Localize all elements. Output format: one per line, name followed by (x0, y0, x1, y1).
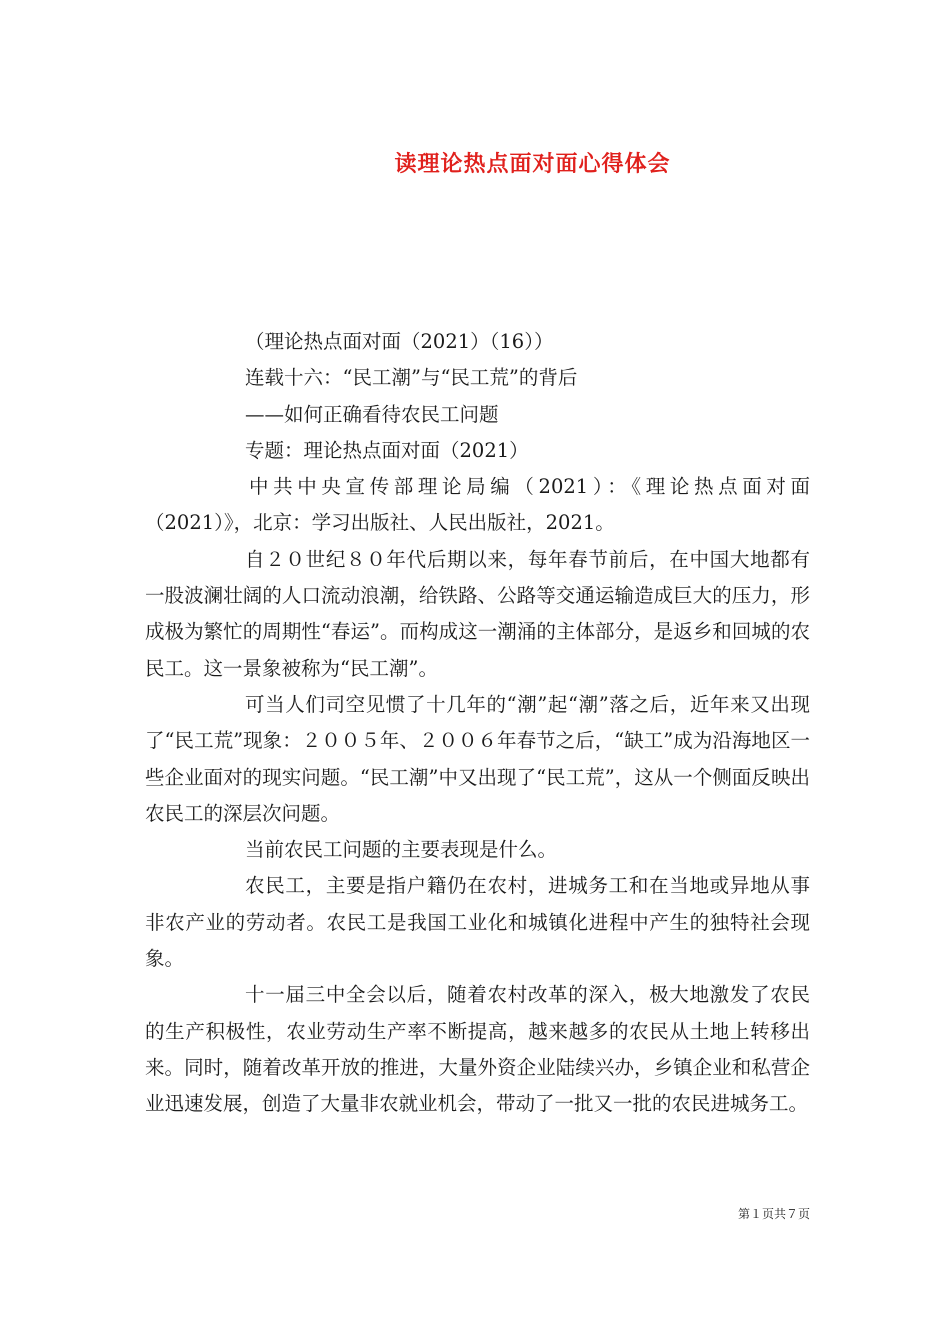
body-paragraph: 当前农民工问题的主要表现是什么。 (245, 838, 558, 862)
source-line: （理论热点面对面（2021）（16）） (245, 330, 554, 353)
body-paragraph: 自２０世纪８０年代后期以来，每年春节前后，在中国大地都有一股波澜壮阔的人口流动浪潮，给铁路、公路等交通运输造成巨大的压力，形成极为繁忙的周期性“春运”。而构成这一潮涌的主体部分，是返乡和回城的农民工。这一景象被称为“民工潮”。 (145, 547, 810, 680)
citation-paragraph: 中共中央宣传部理论局编（2021）：《理论热点面对面（2021）》，北京：学习出版社、人民出版社，2021。 (145, 475, 810, 535)
body-paragraph: 十一届三中全会以后，随着农村改革的深入，极大地激发了农民的生产积极性，农业劳动生产率不断提高，越来越多的农民从土地上转移出来。同时，随着改革开放的推进，大量外资企业陆续兴办，乡镇企业和私营企业迅速发展，创造了大量非农就业机会，带动了一批又一批的农民进城务工。 (145, 983, 810, 1116)
body-paragraph: 农民工，主要是指户籍仍在农村，进城务工和在当地或异地从事非农产业的劳动者。农民工是我国工业化和城镇化进程中产生的独特社会现象。 (145, 874, 810, 971)
subtitle-line: ——如何正确看待农民工问题 (245, 402, 499, 426)
document-title: 读理论热点面对面心得体会 (394, 151, 671, 177)
document-body (145, 324, 810, 1123)
series-line: 连载十六：“民工潮”与“民工荒”的背后 (245, 366, 578, 390)
page-number: 第１页共７页 (737, 1207, 810, 1221)
topic-line: 专题：理论热点面对面（2021） (245, 438, 529, 462)
body-paragraph: 可当人们司空见惯了十几年的“潮”起“潮”落之后，近年来又出现了“民工荒”现象：２００５年、２００６年春节之后，“缺工”成为沿海地区一些企业面对的现实问题。“民工潮”中又出现了“民工荒”，这从一个侧面反映出农民工的深层次问题。 (145, 692, 810, 825)
